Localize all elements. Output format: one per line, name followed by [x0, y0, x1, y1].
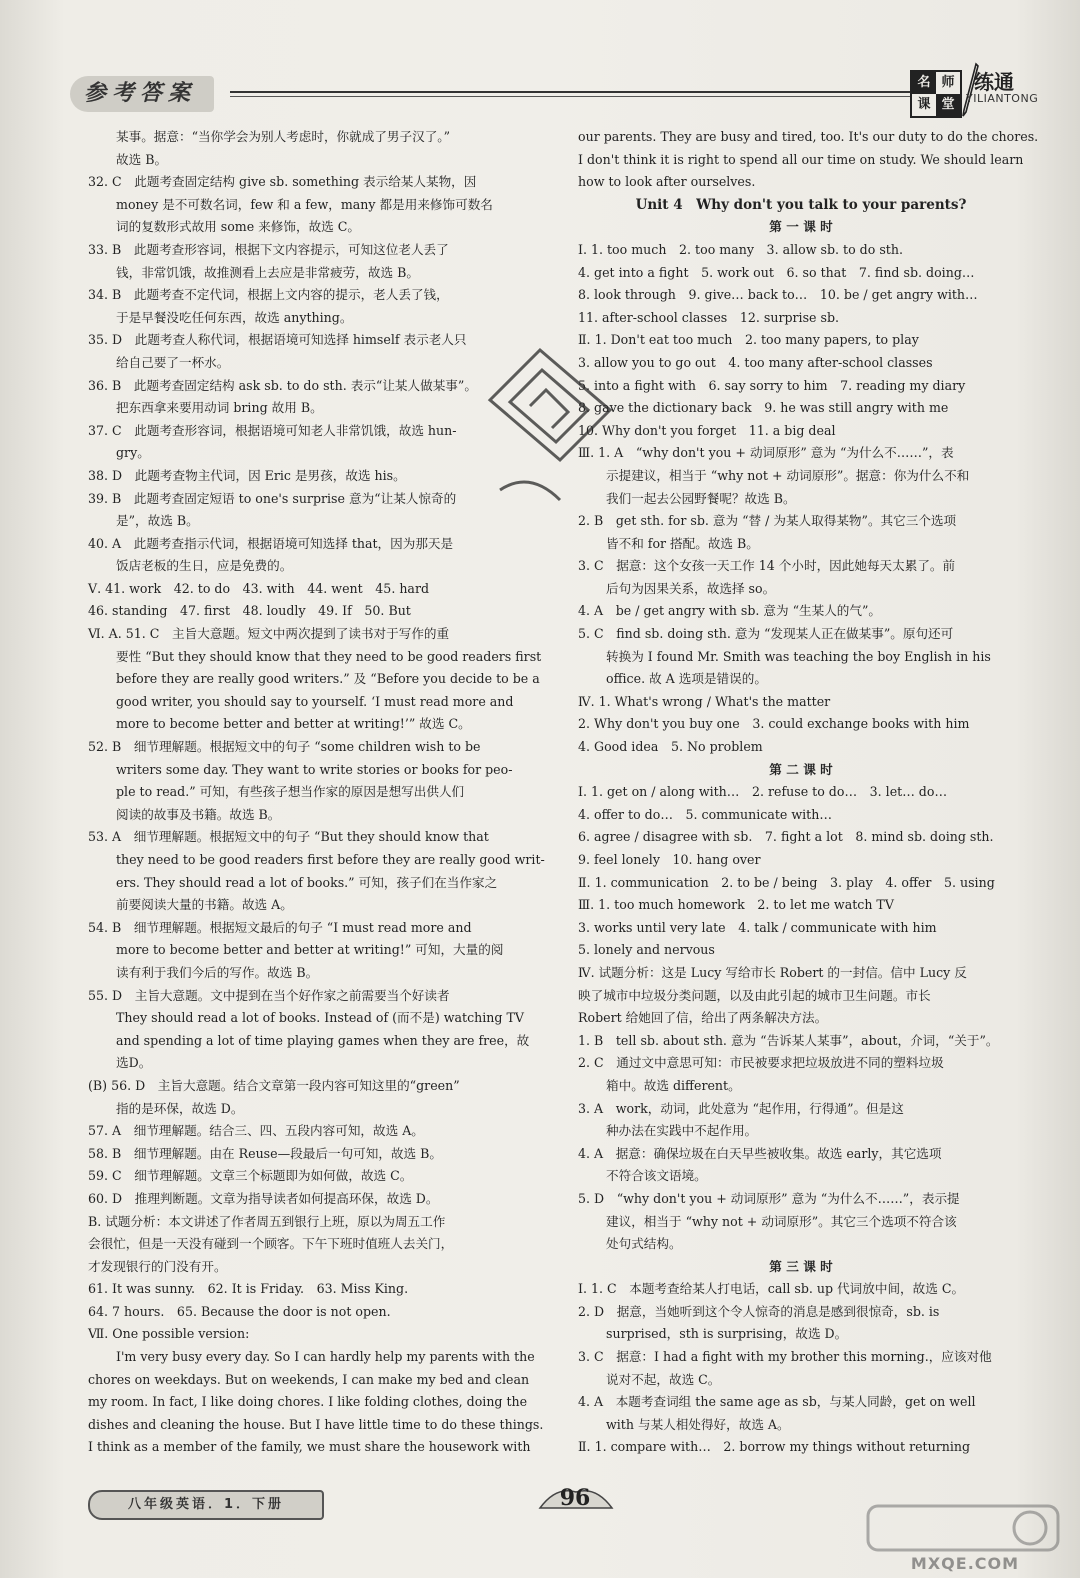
section-heading: 第 一 课 时	[769, 219, 833, 235]
answer-line: 60. D 推理判断题。文章为指导读者如何提高环保，故选 D。	[88, 1190, 439, 1206]
answer-line: 要性 “But they should know that they need to be good readers first	[116, 648, 542, 664]
answer-line: 词的复数形式故用 some 来修饰，故选 C。	[116, 219, 360, 235]
answer-line: 34. B 此题考查不定代词，根据上文内容的提示，老人丢了钱，	[88, 287, 449, 303]
brand-char: 课	[917, 97, 931, 112]
answer-line: Ⅲ. 1. too much homework 2. to let me watch TV	[578, 897, 894, 913]
answer-line: 8. gave the dictionary back 9. he was still angry with me	[578, 400, 949, 416]
answer-line: Ⅰ. 1. get on / along with… 2. refuse to do… 3. let… do…	[578, 784, 948, 800]
brand-logo	[910, 62, 1039, 118]
answer-line: Ⅲ. 1. A “why don't you + 动词原形” 意为 “为什么不……”，表	[578, 445, 954, 461]
answer-line: 8. look through 9. give… back to… 10. be / get angry with…	[578, 287, 978, 303]
answer-line: 给自己要了一杯水。	[116, 354, 230, 370]
watermark-logo	[860, 1500, 1070, 1575]
header-rule-thin	[230, 96, 910, 97]
answer-line: chores on weekdays. But on weekends, I can make my bed and clean	[88, 1371, 530, 1387]
answer-line: Ⅳ. 试题分析：这是 Lucy 写给市长 Robert 的一封信。信中 Lucy 反	[578, 964, 967, 980]
answer-line: I think as a member of the family, we must share the housework with	[88, 1439, 531, 1455]
answer-line: Robert 给她回了信，给出了两条解决方法。	[578, 1010, 828, 1026]
answer-line: 2. B get sth. for sb. 意为 “替 / 为某人取得某物”。其它三个选项	[578, 513, 957, 529]
answer-line: 指的是环保，故选 D。	[116, 1100, 244, 1116]
answer-line: 5. lonely and nervous	[578, 942, 715, 958]
answer-line: 我们一起去公园野餐呢？故选 B。	[606, 490, 796, 506]
answer-line: 40. A 此题考查指示代词，根据语境可知选择 that，因为那天是	[88, 535, 454, 551]
answer-line: 箱中。故选 different。	[606, 1077, 741, 1093]
answer-line: 建议，相当于 “why not + 动词原形”。其它三个选项不符合该	[606, 1213, 957, 1229]
answer-line: 64. 7 hours. 65. Because the door is not open.	[88, 1303, 391, 1319]
answer-line: I'm very busy every day. So I can hardly help my parents with the	[116, 1349, 535, 1365]
answer-line: Ⅴ. 41. work 42. to do 43. with 44. went 45. hard	[88, 580, 430, 596]
answer-line: 皆不和 for 搭配。故选 B。	[606, 535, 759, 551]
page-header	[70, 70, 1039, 122]
answer-line: 不符合该文语境。	[606, 1168, 707, 1184]
answer-line: my room. In fact, I like doing chores. I like folding clothes, doing the	[88, 1394, 528, 1410]
answer-line: 说对不起，故选 C。	[606, 1371, 721, 1387]
answer-line: 是”，故选 B。	[116, 513, 199, 529]
answer-line: 2. Why don't you buy one 3. could exchange books with him	[578, 716, 970, 732]
answer-line: Ⅱ. 1. communication 2. to be / being 3. play 4. offer 5. using	[578, 874, 995, 890]
answer-line: Ⅰ. 1. too much 2. too many 3. allow sb. to do sth.	[578, 241, 903, 257]
answer-line: they need to be good readers first before they are really good writ-	[116, 852, 545, 867]
page-number: 96	[559, 1485, 591, 1511]
answer-line: more to become better and better at writing!’” 故选 C。	[116, 716, 471, 732]
answer-line: 3. works until very late 4. talk / communicate with him	[578, 919, 937, 935]
answer-line: 2. C 通过文中意思可知：市民被要求把垃圾放进不同的塑料垃圾	[578, 1055, 944, 1071]
answer-line: 35. D 此题考查人称代词，根据语境可知选择 himself 表示老人只	[88, 332, 467, 348]
answer-line: 3. allow you to go out 4. too many after-school classes	[578, 354, 933, 370]
answer-line: good writer, you should say to yourself. ‘I must read more and	[116, 693, 514, 709]
answer-line: writers some day. They want to write stories or books for peo-	[116, 761, 513, 777]
answer-line: ers. They should read a lot of books.” 可知，孩子们在当作家之	[116, 874, 498, 890]
answer-line: 54. B 细节理解题。根据短文最后的句子 “I must read more and	[88, 919, 472, 935]
answer-line: 处句式结构。	[606, 1236, 682, 1252]
answer-line: 4. A 本题考查词组 the same age as sb，与某人同龄，get on well	[578, 1394, 976, 1410]
watermark-url: MXQE.COM	[910, 1554, 1020, 1573]
answer-line: 示提建议，相当于 “why not + 动词原形”。据意：你为什么不和	[606, 467, 970, 483]
answer-line: 10. Why don't you forget 11. a big deal	[578, 422, 836, 438]
answer-line: 57. A 细节理解题。结合三、四、五段内容可知，故选 A。	[88, 1123, 424, 1139]
answer-line: surprised，sth is surprising，故选 D。	[606, 1326, 848, 1342]
answer-line: 59. C 细节理解题。文章三个标题即为如何做，故选 C。	[88, 1168, 413, 1184]
answer-line: how to look after ourselves.	[578, 174, 756, 190]
answer-line: 52. B 细节理解题。根据短文中的句子 “some children wish to be	[88, 739, 481, 755]
brand-char: 师	[941, 75, 955, 90]
answer-line: office. 故 A 选项是错误的。	[606, 671, 767, 687]
answer-line: Ⅱ. 1. Don't eat too much 2. too many papers, to play	[578, 332, 919, 348]
answer-line: our parents. They are busy and tired, too. It's our duty to do the chores.	[578, 129, 1039, 144]
answer-line: 故选 B。	[116, 151, 168, 167]
answer-line: 5. C find sb. doing sth. 意为 “发现某人正在做某事”。原句还可	[578, 626, 954, 642]
right-answer-column	[578, 126, 1039, 1459]
answer-line: dishes and cleaning the house. But I have little time to do these things.	[88, 1416, 544, 1432]
answer-line: 3. C 据意：I had a fight with my brother this morning.，应该对他	[578, 1349, 992, 1365]
header-rule	[230, 91, 910, 93]
answer-line: 55. D 主旨大意题。文中提到在当个好作家之前需要当个好读者	[88, 987, 450, 1003]
answer-line: 5. D “why don't you + 动词原形” 意为 “为什么不……”，表示提	[578, 1190, 960, 1206]
answer-line: 读有利于我们今后的写作。故选 B。	[116, 964, 319, 980]
watermark-icon	[860, 1500, 1070, 1556]
answer-line: 61. It was sunny. 62. It is Friday. 63. Miss King.	[88, 1281, 409, 1297]
answer-line: B. 试题分析：本文讲述了作者周五到银行上班，原以为周五工作	[88, 1213, 446, 1229]
answer-line: 阅读的故事及书籍。故选 B。	[116, 806, 281, 822]
answer-line: 4. A 据意：确保垃圾在白天早些被收集。故选 early，其它选项	[578, 1145, 942, 1161]
answer-line: 37. C 此题考查形容词，根据语境可知老人非常饥饿，故选 hun-	[88, 422, 457, 438]
answer-line: 才发现银行的门没有开。	[88, 1258, 227, 1274]
answer-line: 后句为因果关系，故选择 so。	[606, 580, 776, 596]
answer-line: 饭店老板的生日，应是免费的。	[116, 558, 293, 574]
answer-line: 1. B tell sb. about sth. 意为 “告诉某人某事”，about，介词，“关于”。	[578, 1032, 999, 1048]
answer-line: 36. B 此题考查固定结构 ask sb. to do sth. 表示“让某人做某事”。	[88, 377, 477, 393]
answer-line: I don't think it is right to spend all our time on study. We should learn	[578, 151, 1024, 167]
answer-line: 32. C 此题考查固定结构 give sb. something 表示给某人某物，因	[88, 174, 477, 190]
answer-line: 于是早餐没吃任何东西，故选 anything。	[116, 309, 353, 325]
answer-line: more to become better and better at writing!” 可知，大量的阅	[116, 942, 504, 958]
brand-char: 堂	[936, 94, 960, 116]
answer-line: 11. after-school classes 12. surprise sb.	[578, 309, 840, 325]
answer-line: Ⅶ. One possible version:	[88, 1326, 250, 1342]
answer-line: 9. feel lonely 10. hang over	[578, 852, 761, 867]
answer-line: 2. D 据意，当她听到这个令人惊奇的消息是感到很惊奇，sb. is	[578, 1303, 940, 1319]
answer-line: They should read a lot of books. Instead of (而不是) watching TV	[116, 1010, 524, 1026]
answer-line: 种办法在实践中不起作用。	[606, 1123, 758, 1139]
answer-line: money 是不可数名词，few 和 a few，many 都是用来修饰可数名	[116, 196, 493, 212]
answer-line: 39. B 此题考查固定短语 to one's surprise 意为“让某人惊奇的	[88, 490, 457, 506]
answer-line: 转换为 I found Mr. Smith was teaching the boy English in his	[606, 648, 991, 664]
answer-line: Ⅵ. A. 51. C 主旨大意题。短文中两次提到了读书对于写作的重	[88, 626, 450, 642]
answer-line: 钱，非常饥饿，故推测看上去应是非常疲劳，故选 B。	[116, 264, 419, 280]
answer-line: 某事。据意：“当你学会为别人考虑时，你就成了男子汉了。”	[116, 129, 451, 144]
answer-line: 3. A work，动词，此处意为 “起作用，行得通”。但是这	[578, 1100, 904, 1116]
answer-line: 33. B 此题考查形容词，根据下文内容提示，可知这位老人丢了	[88, 241, 449, 257]
brand-name: 练通	[974, 70, 1014, 94]
answer-line: 会很忙，但是一天没有碰到一个顾客。下午下班时值班人去关门，	[88, 1236, 454, 1252]
left-answer-column	[88, 126, 550, 1459]
answer-line: 映了城市中垃圾分类问题，以及由此引起的城市卫生问题。市长	[578, 987, 931, 1003]
answer-line: 5. into a fight with 6. say sorry to him 7. reading my diary	[578, 377, 966, 393]
section-heading: 第 三 课 时	[769, 1258, 833, 1274]
answer-line: 4. A be / get angry with sb. 意为 “生某人的气”。	[578, 603, 882, 619]
brand-box	[910, 70, 962, 118]
section-heading: 第 二 课 时	[769, 761, 833, 777]
answer-line: 3. C 据意：这个女孩一天工作 14 个小时，因此她每天太累了。前	[578, 558, 956, 574]
answer-line: gry。	[116, 445, 150, 461]
answer-line: 4. offer to do… 5. communicate with…	[578, 806, 832, 822]
answer-line: 6. agree / disagree with sb. 7. fight a lot 8. mind sb. doing sth.	[578, 829, 994, 845]
answer-line: Ⅱ. 1. compare with… 2. borrow my things without returning	[578, 1439, 971, 1455]
answer-line: 53. A 细节理解题。根据短文中的句子 “But they should know that	[88, 829, 489, 845]
answer-line: 把东西拿来要用动词 bring 故用 B。	[116, 400, 323, 416]
answer-line: Ⅰ. 1. C 本题考查给某人打电话，call sb. up 代词放中间，故选 C。	[578, 1281, 965, 1297]
section-title: 参考答案	[70, 76, 214, 112]
answer-line: 38. D 此题考查物主代词，因 Eric 是男孩，故选 his。	[88, 467, 406, 483]
answer-line: Ⅳ. 1. What's wrong / What's the matter	[578, 693, 831, 709]
answer-line: 前要阅读大量的书籍。故选 A。	[116, 897, 293, 913]
answer-line: 4. get into a fight 5. work out 6. so that 7. find sb. doing…	[578, 264, 975, 280]
answer-line: with 与某人相处得好，故选 A。	[606, 1416, 790, 1432]
answer-line: before they are really good writers.” 及 “Before you decide to be a	[116, 671, 540, 687]
answer-line: 46. standing 47. first 48. loudly 49. If 50. But	[88, 603, 411, 619]
section-heading: Unit 4 Why don't you talk to your parents?	[635, 196, 967, 213]
answer-line: ple to read.” 可知，有些孩子想当作家的原因是想写出供人们	[116, 784, 465, 800]
answer-line: and spending a lot of time playing games when they are free，故	[116, 1032, 530, 1048]
answer-line: (B) 56. D 主旨大意题。结合文章第一段内容可知这里的“green”	[88, 1077, 460, 1093]
brand-char: 名	[912, 72, 936, 94]
answer-line: 4. Good idea 5. No problem	[578, 739, 763, 755]
grade-label: 八年级英语．1．下册	[88, 1490, 324, 1520]
answer-line: 选D。	[116, 1055, 152, 1071]
brand-name-pinyin: YILIANTONG	[966, 92, 1039, 105]
answer-line: 58. B 细节理解题。由在 Reuse—段最后一句可知，故选 B。	[88, 1145, 442, 1161]
